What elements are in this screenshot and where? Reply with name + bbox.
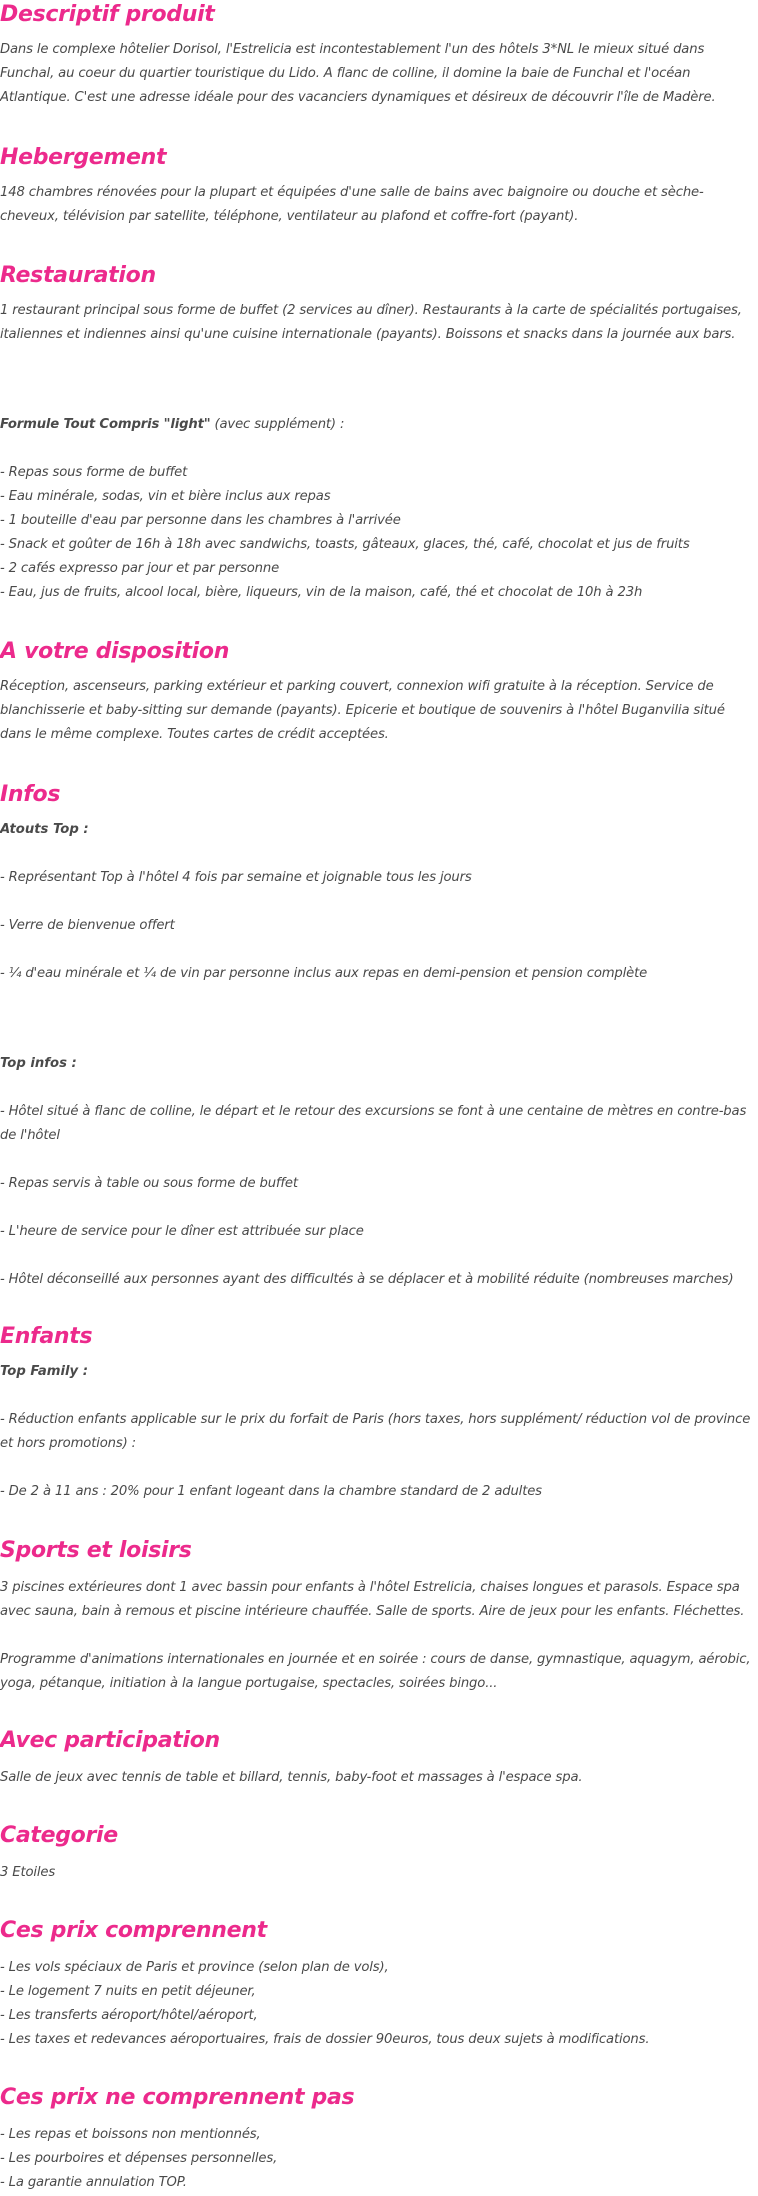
descriptif-text: Dans le complexe hôtelier Dorisol, l'Estrelicia est incontestablement l'un des hôtels 3*NL le mieux situé dans Funchal, au coeur du quartier touristique du Lido. A flanc de colline, il domine la baie de Funchal et l'océan Atlantique. C'est une adresse idéale pour des vacanciers dynamiques et désireux de découvrir l'île de Madère.	[0, 42, 716, 105]
atouts-item: - Représentant Top à l'hôtel 4 fois par semaine et joignable tous les jours	[0, 870, 472, 885]
list-item: - Le logement 7 nuits en petit déjeuner,	[0, 1984, 256, 1999]
comprennent-title: Ces prix comprennent	[0, 1918, 267, 1943]
enfants-item: - Réduction enfants applicable sur le prix du forfait de Paris (hors taxes, hors supplément/ réduction vol de province et hors promotions) :	[0, 1412, 751, 1451]
restauration-text: 1 restaurant principal sous forme de buffet (2 services au dîner). Restaurants à la carte de spécialités portugaises, italiennes et indiennes ainsi qu'une cuisine internationale (payants). Boissons et snacks dans la journée aux bars.	[0, 303, 742, 342]
atouts-item: - Verre de bienvenue offert	[0, 918, 175, 933]
categorie-title: Categorie	[0, 1823, 118, 1848]
enfants-item: - De 2 à 11 ans : 20% pour 1 enfant logeant dans la chambre standard de 2 adultes	[0, 1484, 542, 1499]
list-item: - Eau minérale, sodas, vin et bière inclus aux repas	[0, 489, 331, 504]
list-item: - Les pourboires et dépenses personnelles,	[0, 2151, 278, 2166]
top-infos-item: - Hôtel déconseillé aux personnes ayant des difficultés à se déplacer et à mobilité réduite (nombreuses marches)	[0, 1272, 734, 1287]
comprennent-list	[0, 1956, 758, 2052]
list-item: - Les vols spéciaux de Paris et province (selon plan de vols),	[0, 1960, 389, 1975]
list-item: - 1 bouteille d'eau par personne dans les chambres à l'arrivée	[0, 513, 401, 528]
list-item: - Repas sous forme de buffet	[0, 465, 188, 480]
disposition-text: Réception, ascenseurs, parking extérieur et parking couvert, connexion wifi gratuite à la réception. Service de blanchisserie et baby-sitting sur demande (payants). Epicerie et boutique de souvenirs à l'hôtel Buganvilia situé dans le même complexe. Toutes cartes de crédit acceptées.	[0, 679, 725, 742]
list-item: - Eau, jus de fruits, alcool local, bière, liqueurs, vin de la maison, café, thé et chocolat de 10h à 23h	[0, 585, 643, 600]
top-infos-item: - Hôtel situé à flanc de colline, le départ et le retour des excursions se font à une centaine de mètres en contre-bas de l'hôtel	[0, 1104, 747, 1143]
list-item: - La garantie annulation TOP.	[0, 2175, 187, 2190]
list-item: - Les repas et boissons non mentionnés,	[0, 2127, 261, 2142]
formule-suffix: (avec supplément) :	[210, 417, 345, 432]
list-item: - Les taxes et redevances aéroportuaires, frais de dossier 90euros, tous deux sujets à modifications.	[0, 2032, 650, 2047]
formule-label: Formule Tout Compris "light"	[0, 417, 211, 432]
top-infos-item: - Repas servis à table ou sous forme de buffet	[0, 1176, 298, 1191]
sports-text: 3 piscines extérieures dont 1 avec bassin pour enfants à l'hôtel Estrelicia, chaises longues et parasols. Espace spa avec sauna, bain à remous et piscine intérieure chauffée. Salle de sports. Aire de jeux pour les enfants. Fléchettes.	[0, 1580, 745, 1619]
top-infos-item: - L'heure de service pour le dîner est attribuée sur place	[0, 1224, 364, 1239]
list-item: - 2 cafés expresso par jour et par personne	[0, 561, 280, 576]
participation-text: Salle de jeux avec tennis de table et billard, tennis, baby-foot et massages à l'espace spa.	[0, 1770, 583, 1785]
infos-title: Infos	[0, 782, 61, 807]
ne-comprennent-list	[0, 2123, 758, 2195]
list-item: - Snack et goûter de 16h à 18h avec sandwichs, toasts, gâteaux, glaces, thé, café, chocolat et jus de fruits	[0, 537, 690, 552]
categorie-text: 3 Etoiles	[0, 1865, 56, 1880]
restauration-title: Restauration	[0, 263, 156, 288]
formule-line	[0, 413, 758, 437]
top-family-label: Top Family :	[0, 1364, 89, 1379]
descriptif-title: Descriptif produit	[0, 2, 215, 27]
formule-list	[0, 461, 758, 605]
list-item: - Les transferts aéroport/hôtel/aéroport,	[0, 2008, 258, 2023]
sports-title: Sports et loisirs	[0, 1538, 192, 1563]
hebergement-text: 148 chambres rénovées pour la plupart et équipées d'une salle de bains avec baignoire ou douche et sèche-cheveux, télévision par satellite, téléphone, ventilateur au plafond et coffre-fort (payant).	[0, 185, 704, 224]
disposition-title: A votre disposition	[0, 639, 230, 664]
ne-comprennent-title: Ces prix ne comprennent pas	[0, 2085, 355, 2110]
atouts-item: - ¼ d'eau minérale et ¼ de vin par personne inclus aux repas en demi-pension et pension complète	[0, 966, 648, 981]
atouts-label: Atouts Top :	[0, 822, 89, 837]
participation-title: Avec participation	[0, 1728, 220, 1753]
enfants-title: Enfants	[0, 1324, 93, 1349]
top-infos-label: Top infos :	[0, 1056, 77, 1071]
sports-text: Programme d'animations internationales en journée et en soirée : cours de danse, gymnastique, aquagym, aérobic, yoga, pétanque, initiation à la langue portugaise, spectacles, soirées bingo...	[0, 1652, 751, 1691]
hebergement-title: Hebergement	[0, 145, 167, 170]
